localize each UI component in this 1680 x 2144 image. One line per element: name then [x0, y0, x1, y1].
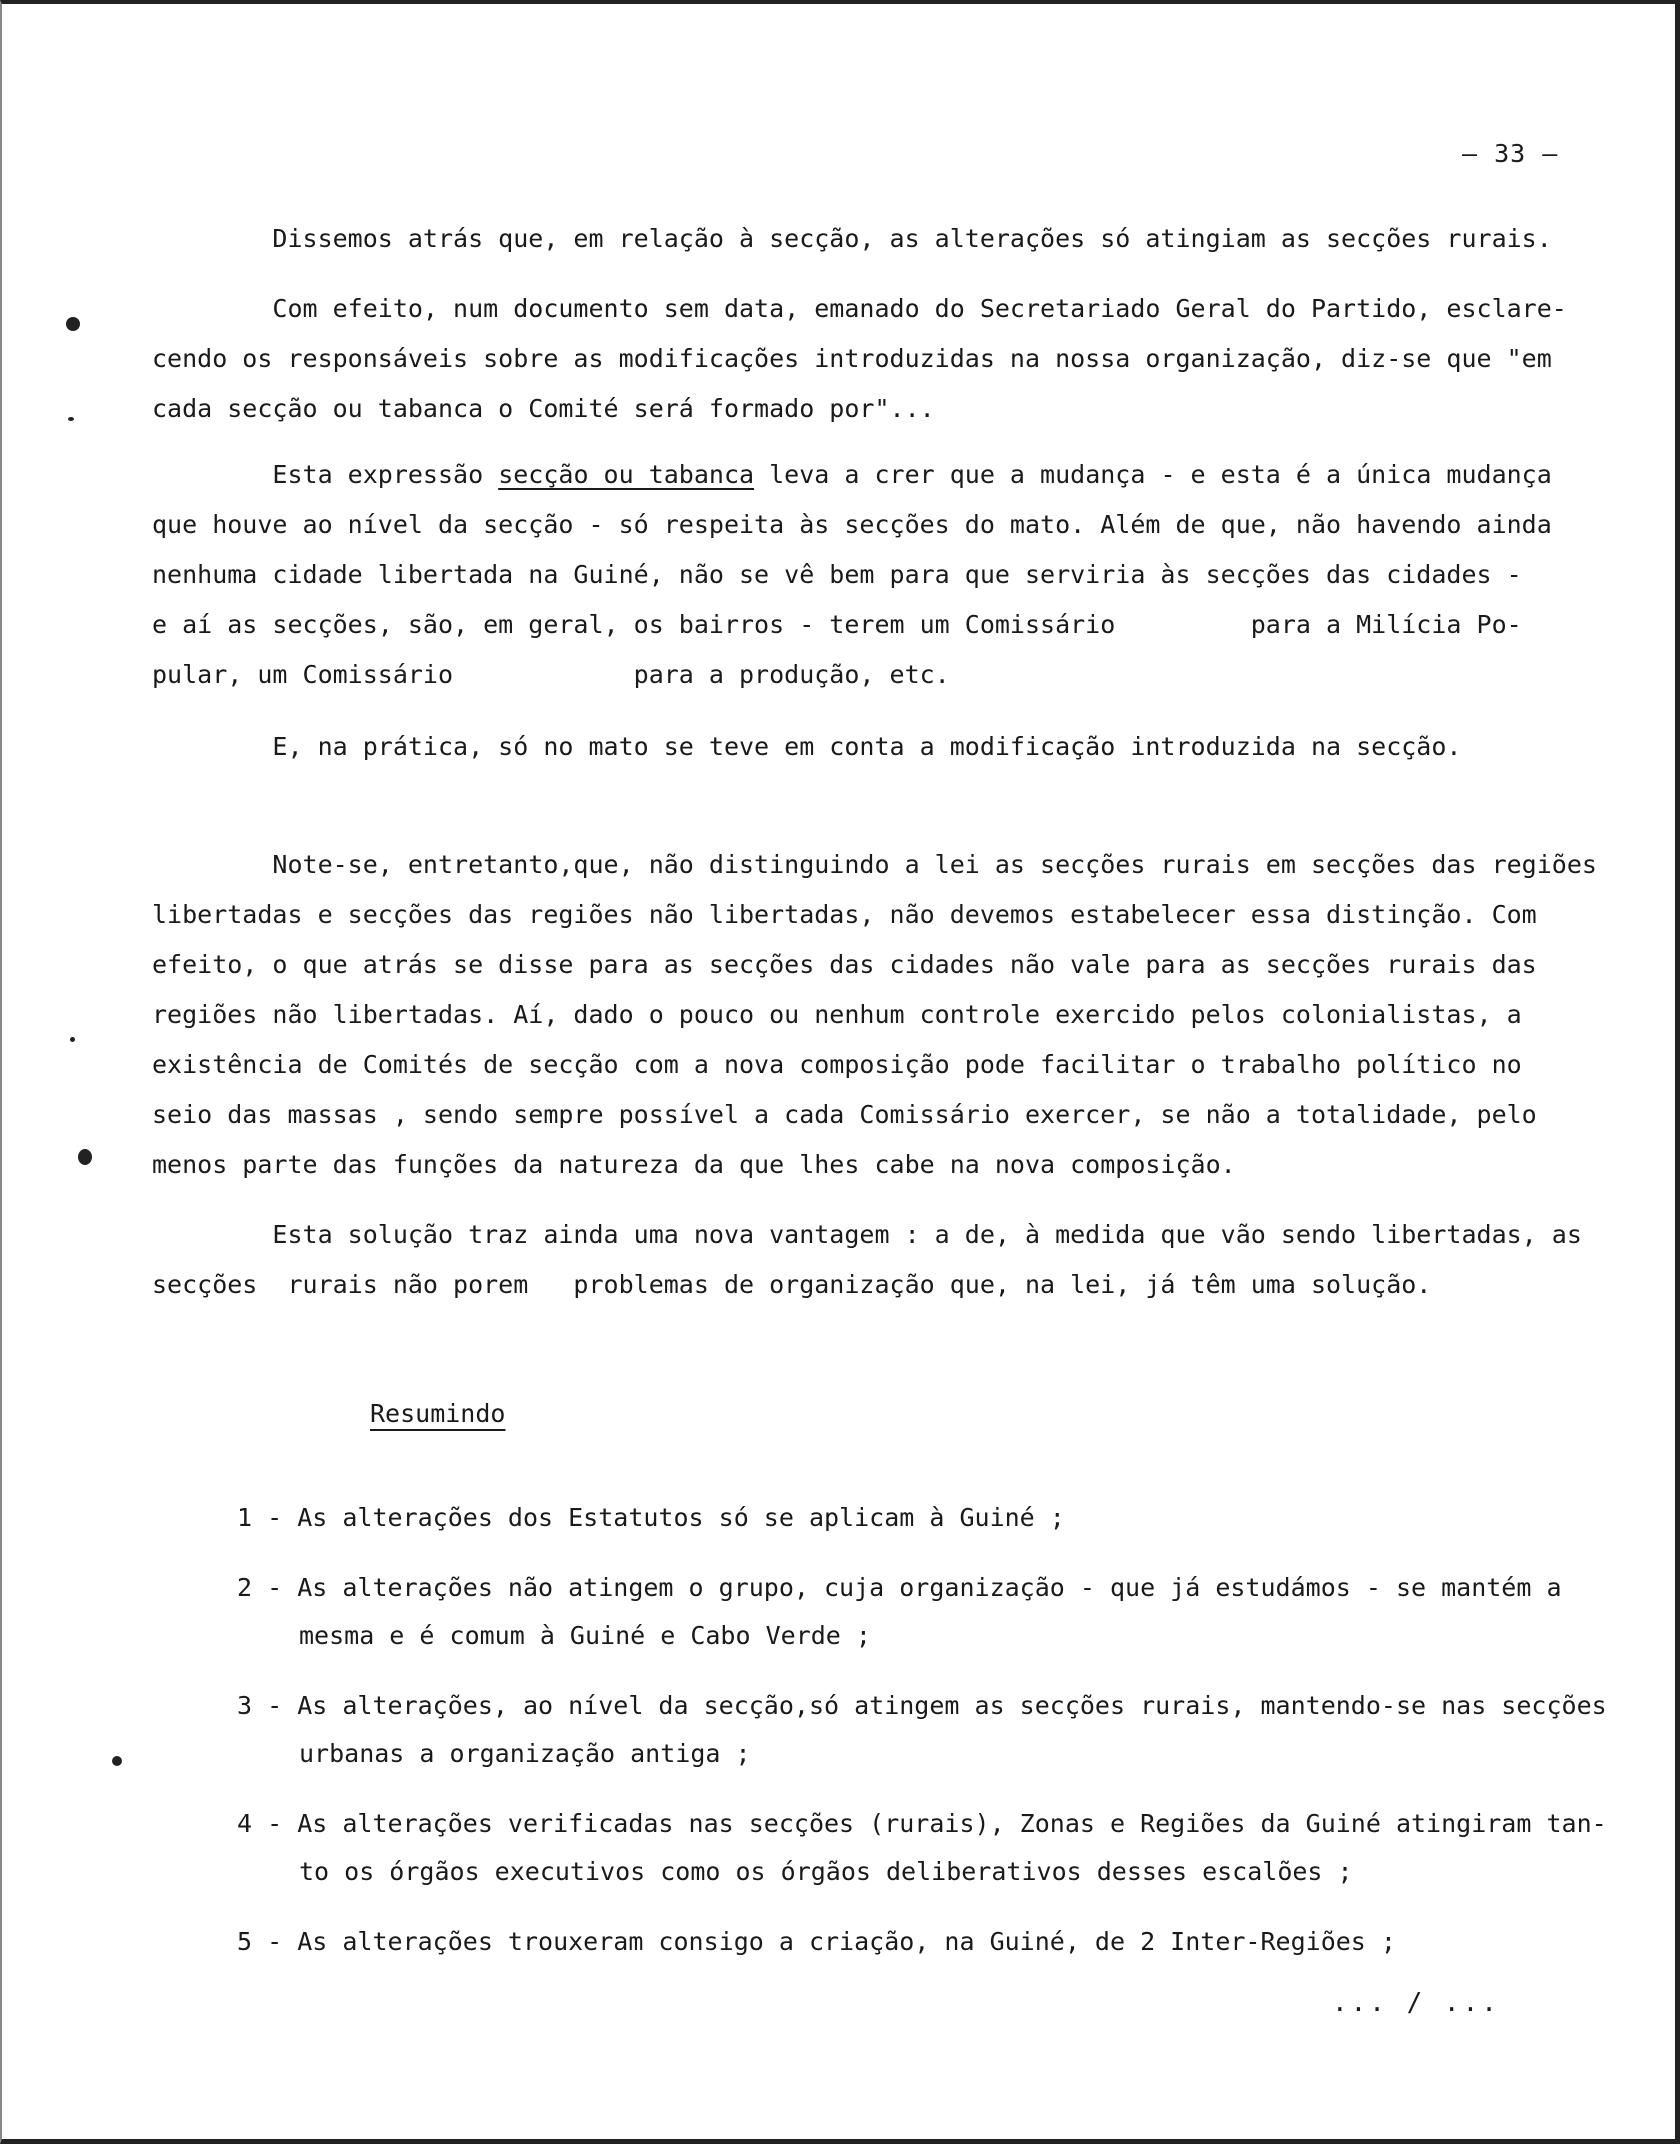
- list-item-line: 4 - As alterações verificadas nas secções (rurais), Zonas e Regiões da Guiné atingiram tan-: [237, 1809, 1607, 1838]
- paragraph-line: secções rurais não porem problemas de organização que, na lei, já têm uma solução.: [152, 1270, 1432, 1299]
- list-item-line: 3 - As alterações, ao nível da secção,só atingem as secções rurais, mantendo-se nas secções: [237, 1691, 1607, 1720]
- paragraph-line: Dissemos atrás que, em relação à secção, as alterações só atingiam as secções rurais.: [152, 224, 1552, 253]
- paragraph-line: libertadas e secções das regiões não libertadas, não devemos estabelecer essa distinção. Com: [152, 900, 1537, 929]
- paragraph-line: cada secção ou tabanca o Comité será formado por"...: [152, 394, 935, 423]
- list-item-continuation: mesma e é comum à Guiné e Cabo Verde ;: [299, 1621, 871, 1650]
- paragraph-3: [152, 450, 1602, 700]
- list-item: [237, 1564, 1657, 1660]
- text-run: Esta expressão: [152, 460, 499, 489]
- paragraph-line: Note-se, entretanto,que, não distinguindo a lei as secções rurais em secções das regiões: [152, 850, 1597, 879]
- list-item-line: 1 - As alterações dos Estatutos só se aplicam à Guiné ;: [237, 1503, 1065, 1532]
- paragraph-5: [152, 840, 1602, 1190]
- list-item-continuation: urbanas a organização antiga ;: [299, 1739, 751, 1768]
- section-heading: Resumindo: [370, 1399, 506, 1428]
- paragraph-line: existência de Comités de secção com a nova composição pode facilitar o trabalho político no: [152, 1050, 1522, 1079]
- scan-speck: [78, 1149, 92, 1165]
- page-number: – 33 –: [1462, 139, 1559, 168]
- list-item: [237, 1918, 1657, 1966]
- paragraph-line: nenhuma cidade libertada na Guiné, não se vê bem para que serviria às secções das cidades -: [152, 560, 1522, 589]
- paragraph-1: [152, 214, 1602, 264]
- paragraph-6: [152, 1210, 1602, 1310]
- paragraph-line: pular, um Comissário para a produção, etc.: [152, 660, 950, 689]
- scan-speck: [70, 1037, 75, 1042]
- list-item: [237, 1494, 1657, 1542]
- paragraph-line: seio das massas , sendo sempre possível a cada Comissário exercer, se não a totalidade, pelo: [152, 1100, 1537, 1129]
- continuation-mark: ... / ...: [1332, 1988, 1500, 2018]
- scan-speck: [66, 317, 80, 331]
- scan-speck: [68, 417, 74, 421]
- paragraph-line: E, na prática, só no mato se teve em conta a modificação introduzida na secção.: [152, 732, 1462, 761]
- underlined-phrase: secção ou tabanca: [498, 460, 755, 489]
- paragraph-line: que houve ao nível da secção - só respeita às secções do mato. Além de que, não havendo ainda: [152, 510, 1552, 539]
- list-item-line: 5 - As alterações trouxeram consigo a criação, na Guiné, de 2 Inter-Regiões ;: [237, 1927, 1396, 1956]
- paragraph-2: [152, 284, 1602, 434]
- paragraph-4: [152, 722, 1602, 772]
- paragraph-line: regiões não libertadas. Aí, dado o pouco ou nenhum controle exercido pelos colonialistas, a: [152, 1000, 1522, 1029]
- paragraph-line: e aí as secções, são, em geral, os bairros - terem um Comissário para a Milícia Po-: [152, 610, 1522, 639]
- text-run: leva a crer que a mudança - e esta é a única mudança: [754, 460, 1552, 489]
- paragraph-line: [152, 450, 1602, 500]
- paragraph-line: Com efeito, num documento sem data, emanado do Secretariado Geral do Partido, esclare-: [152, 294, 1567, 323]
- list-item: [237, 1682, 1657, 1778]
- list-item-continuation: to os órgãos executivos como os órgãos deliberativos desses escalões ;: [299, 1857, 1353, 1886]
- paragraph-line: menos parte das funções da natureza da que lhes cabe na nova composição.: [152, 1150, 1236, 1179]
- summary-list: [237, 1494, 1657, 1988]
- list-item-line: 2 - As alterações não atingem o grupo, cuja organização - que já estudámos - se mantém a: [237, 1573, 1562, 1602]
- paragraph-line: cendo os responsáveis sobre as modificações introduzidas na nossa organização, diz-se que "em: [152, 344, 1552, 373]
- paragraph-line: efeito, o que atrás se disse para as secções das cidades não vale para as secções rurais das: [152, 950, 1537, 979]
- scan-speck: [112, 1756, 122, 1766]
- paragraph-line: Esta solução traz ainda uma nova vantagem : a de, à medida que vão sendo libertadas, as: [152, 1220, 1582, 1249]
- list-item: [237, 1800, 1657, 1896]
